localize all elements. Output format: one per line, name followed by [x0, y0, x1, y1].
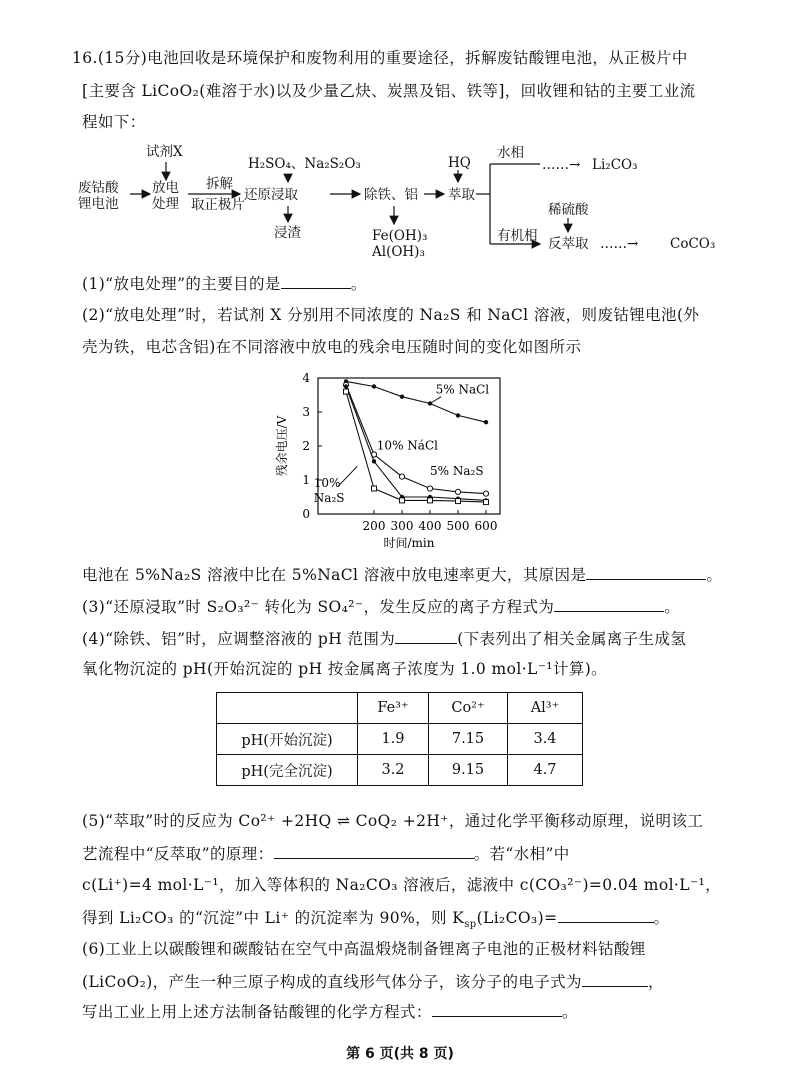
- data-point: [400, 395, 404, 399]
- q3-answer-blank[interactable]: [554, 595, 664, 612]
- q6-line1: (6)工业上以碳酸锂和碳酸钴在空气中高温煅烧制备锂离子电池的正极材料钴酸锂: [82, 940, 646, 958]
- q5-prompt: 艺流程中“反萃取”的原理：: [82, 845, 274, 863]
- data-point: [427, 486, 432, 491]
- q2-line1: (2)“放电处理”时，若试剂 X 分别用不同浓度的 Na₂S 和 NaCl 溶液，则废钴锂电池(外: [82, 306, 700, 324]
- q5-line4: [82, 906, 669, 929]
- series-label-10-nacl: 10% NáCl: [376, 438, 438, 453]
- q6-equation-blank[interactable]: [432, 1000, 562, 1017]
- product-li2co3: Li₂CO₃: [592, 157, 638, 173]
- series-label-10-na2s-b: Na₂S: [313, 491, 345, 506]
- q6-line3: [82, 1000, 578, 1023]
- series-label-10-na2s-a: 10%: [313, 475, 341, 490]
- reagent-dilute-acid: 稀硫酸: [548, 202, 589, 218]
- q4-prompt-rest: (下表列出了相关金属离子生成氢: [457, 630, 687, 648]
- data-point: [399, 474, 404, 479]
- x-tick-label: 600: [474, 519, 498, 533]
- question-header: 16.(15分)电池回收是环境保护和废物利用的重要途径，拆解废钴酸锂电池，从正极片中: [72, 49, 688, 67]
- q4-answer-blank[interactable]: [395, 627, 457, 644]
- q5-ksp-blank[interactable]: [558, 906, 654, 923]
- y-tick-label: 4: [302, 371, 310, 385]
- node-remove-fe-al: 除铁、铝: [364, 187, 418, 203]
- q2-answer-blank[interactable]: [586, 563, 706, 580]
- q1-answer-blank[interactable]: [281, 272, 351, 289]
- q6-equation-prompt: 写出工业上用上述方法制备钴酸锂的化学方程式：: [82, 1003, 432, 1021]
- page-footer: 第 6 页(共 8 页): [346, 1046, 454, 1062]
- y-tick-label: 2: [302, 439, 310, 453]
- label-water-phase: 水相: [497, 145, 524, 161]
- q4-prompt: (4)“除铁、铝”时，应调整溶液的 pH 范围为: [82, 630, 396, 648]
- data-point: [455, 489, 460, 494]
- ph-header-al: Al³⁺: [508, 693, 583, 724]
- series-label-5-na2s: 5% Na₂S: [430, 463, 484, 478]
- y-axis-label: 残余电压/V: [275, 415, 289, 477]
- q6-line2: [82, 970, 664, 993]
- question-header-line3: 程如下：: [82, 113, 146, 131]
- output-fe-hydroxide: Fe(OH)₃: [372, 228, 428, 244]
- data-point: [400, 498, 405, 503]
- data-point: [484, 420, 488, 424]
- series-label-5-nacl: 5% NaCl: [435, 382, 490, 397]
- data-point: [483, 491, 488, 496]
- q2-end: 。: [706, 566, 723, 584]
- ph-cell-fe: 1.9: [358, 724, 429, 755]
- q2-line3: [82, 563, 722, 586]
- label-organic-phase: 有机相: [497, 228, 538, 244]
- label-leader: [338, 466, 358, 486]
- q1-text: [82, 272, 367, 295]
- q1-prompt: (1)“放电处理”的主要目的是: [82, 275, 281, 293]
- x-tick-label: 500: [446, 519, 470, 533]
- q5-line1: (5)“萃取”时的反应为 Co²⁺ +2HQ ⇌ CoQ₂ +2H⁺，通过化学平衡移动原理，说明该工: [82, 812, 704, 830]
- q3-prompt: (3)“还原浸取”时 S₂O₃²⁻ 转化为 SO₄²⁻，发生反应的离子方程式为: [82, 598, 555, 616]
- ph-header-fe: Fe³⁺: [358, 693, 429, 724]
- table-row: [217, 755, 583, 786]
- q3-line: [82, 595, 680, 618]
- data-point: [456, 499, 461, 504]
- q5-answer-blank[interactable]: [274, 842, 474, 859]
- node-discharge-line1: 放电: [152, 180, 179, 196]
- data-point: [484, 500, 489, 505]
- edge-take-electrode-label: 取正极片: [191, 197, 245, 213]
- q5-ksp-sub: sp: [464, 919, 477, 931]
- x-axis-label: 时间/min: [383, 536, 435, 550]
- x-tick-label: 400: [418, 519, 442, 533]
- node-discharge-line2: 处理: [152, 196, 179, 212]
- ph-table: [216, 692, 583, 786]
- q2-prompt: 电池在 5%Na₂S 溶液中比在 5%NaCl 溶液中放电速率更大，其原因是: [82, 566, 587, 584]
- q4-line1: [82, 627, 686, 650]
- edge-disassemble-label: 拆解: [206, 176, 233, 192]
- data-point: [372, 486, 377, 491]
- process-flowchart: [0, 0, 800, 270]
- ph-header-empty: [217, 693, 358, 724]
- q4-line2: 氧化物沉淀的 pH(开始沉淀的 pH 按金属离子浓度为 1.0 mol·L⁻¹计算)。: [82, 660, 608, 678]
- table-row: [217, 724, 583, 755]
- product-coco3: CoCO₃: [670, 236, 716, 252]
- data-point: [456, 413, 460, 417]
- data-point: [428, 498, 433, 503]
- data-point: [372, 384, 376, 388]
- ph-row-label: pH(完全沉淀): [217, 755, 358, 786]
- reagent-hq: HQ: [448, 155, 471, 171]
- q5-end: 。: [653, 909, 670, 927]
- question-header-line2: [主要含 LiCoO₂(难溶于水)以及少量乙炔、炭黑及铝、铁等]，回收锂和钴的主要工业流: [82, 82, 696, 100]
- q5-line2: [82, 842, 570, 865]
- dots-water: ……→: [542, 157, 581, 173]
- q6-prompt-rest: ，: [647, 973, 664, 991]
- y-tick-label: 3: [302, 405, 310, 419]
- dots-organic: ……→: [600, 236, 639, 252]
- node-extract: 萃取: [448, 187, 475, 203]
- ph-row-label: pH(开始沉淀): [217, 724, 358, 755]
- q6-end: 。: [561, 1003, 578, 1021]
- output-residue: 浸渣: [274, 225, 301, 241]
- ph-cell-fe: 3.2: [358, 755, 429, 786]
- ph-cell-al: 4.7: [508, 755, 583, 786]
- ph-table-header: [217, 693, 583, 724]
- ph-header-co: Co²⁺: [429, 693, 508, 724]
- ph-cell-al: 3.4: [508, 724, 583, 755]
- q3-end: 。: [664, 598, 681, 616]
- q5-ksp-rest: (Li₂CO₃)=: [476, 909, 558, 927]
- node-start-line2: 锂电池: [78, 196, 119, 212]
- node-start-line1: 废钴酸: [78, 180, 119, 196]
- reagent-leach: H₂SO₄、Na₂S₂O₃: [248, 156, 361, 172]
- q5-prompt-rest: 。若“水相”中: [473, 845, 570, 863]
- q5-ksp-prompt: 得到 Li₂CO₃ 的“沉淀”中 Li⁺ 的沉淀率为 90%，则 K: [82, 909, 465, 927]
- ph-cell-co: 7.15: [429, 724, 508, 755]
- data-point: [344, 384, 348, 388]
- data-point: [372, 459, 376, 463]
- q6-answer-blank[interactable]: [582, 970, 648, 987]
- y-tick-label: 1: [302, 473, 310, 487]
- chart-canvas: [270, 366, 520, 552]
- data-point: [344, 389, 349, 394]
- q1-end: 。: [350, 275, 367, 293]
- q5-line3: c(Li⁺)=4 mol·L⁻¹，加入等体积的 Na₂CO₃ 溶液后，滤液中 c(CO₃²⁻)=0.04 mol·L⁻¹，: [82, 876, 722, 894]
- q2-line2: 壳为铁，电芯含铝)在不同溶液中放电的残余电压随时间的变化如图所示: [82, 338, 582, 356]
- x-tick-label: 300: [390, 519, 414, 533]
- output-al-hydroxide: Al(OH)₃: [372, 244, 425, 260]
- label-leader: [430, 397, 441, 404]
- q6-prompt: (LiCoO₂)，产生一种三原子构成的直线形气体分子，该分子的电子式为: [82, 973, 582, 991]
- node-back-extract: 反萃取: [548, 236, 589, 252]
- reagent-x: 试剂X: [146, 144, 183, 160]
- node-leach: 还原浸取: [244, 187, 298, 203]
- y-tick-label: 0: [302, 507, 310, 521]
- ph-cell-co: 9.15: [429, 755, 508, 786]
- x-tick-label: 200: [362, 519, 386, 533]
- voltage-chart: [270, 366, 520, 552]
